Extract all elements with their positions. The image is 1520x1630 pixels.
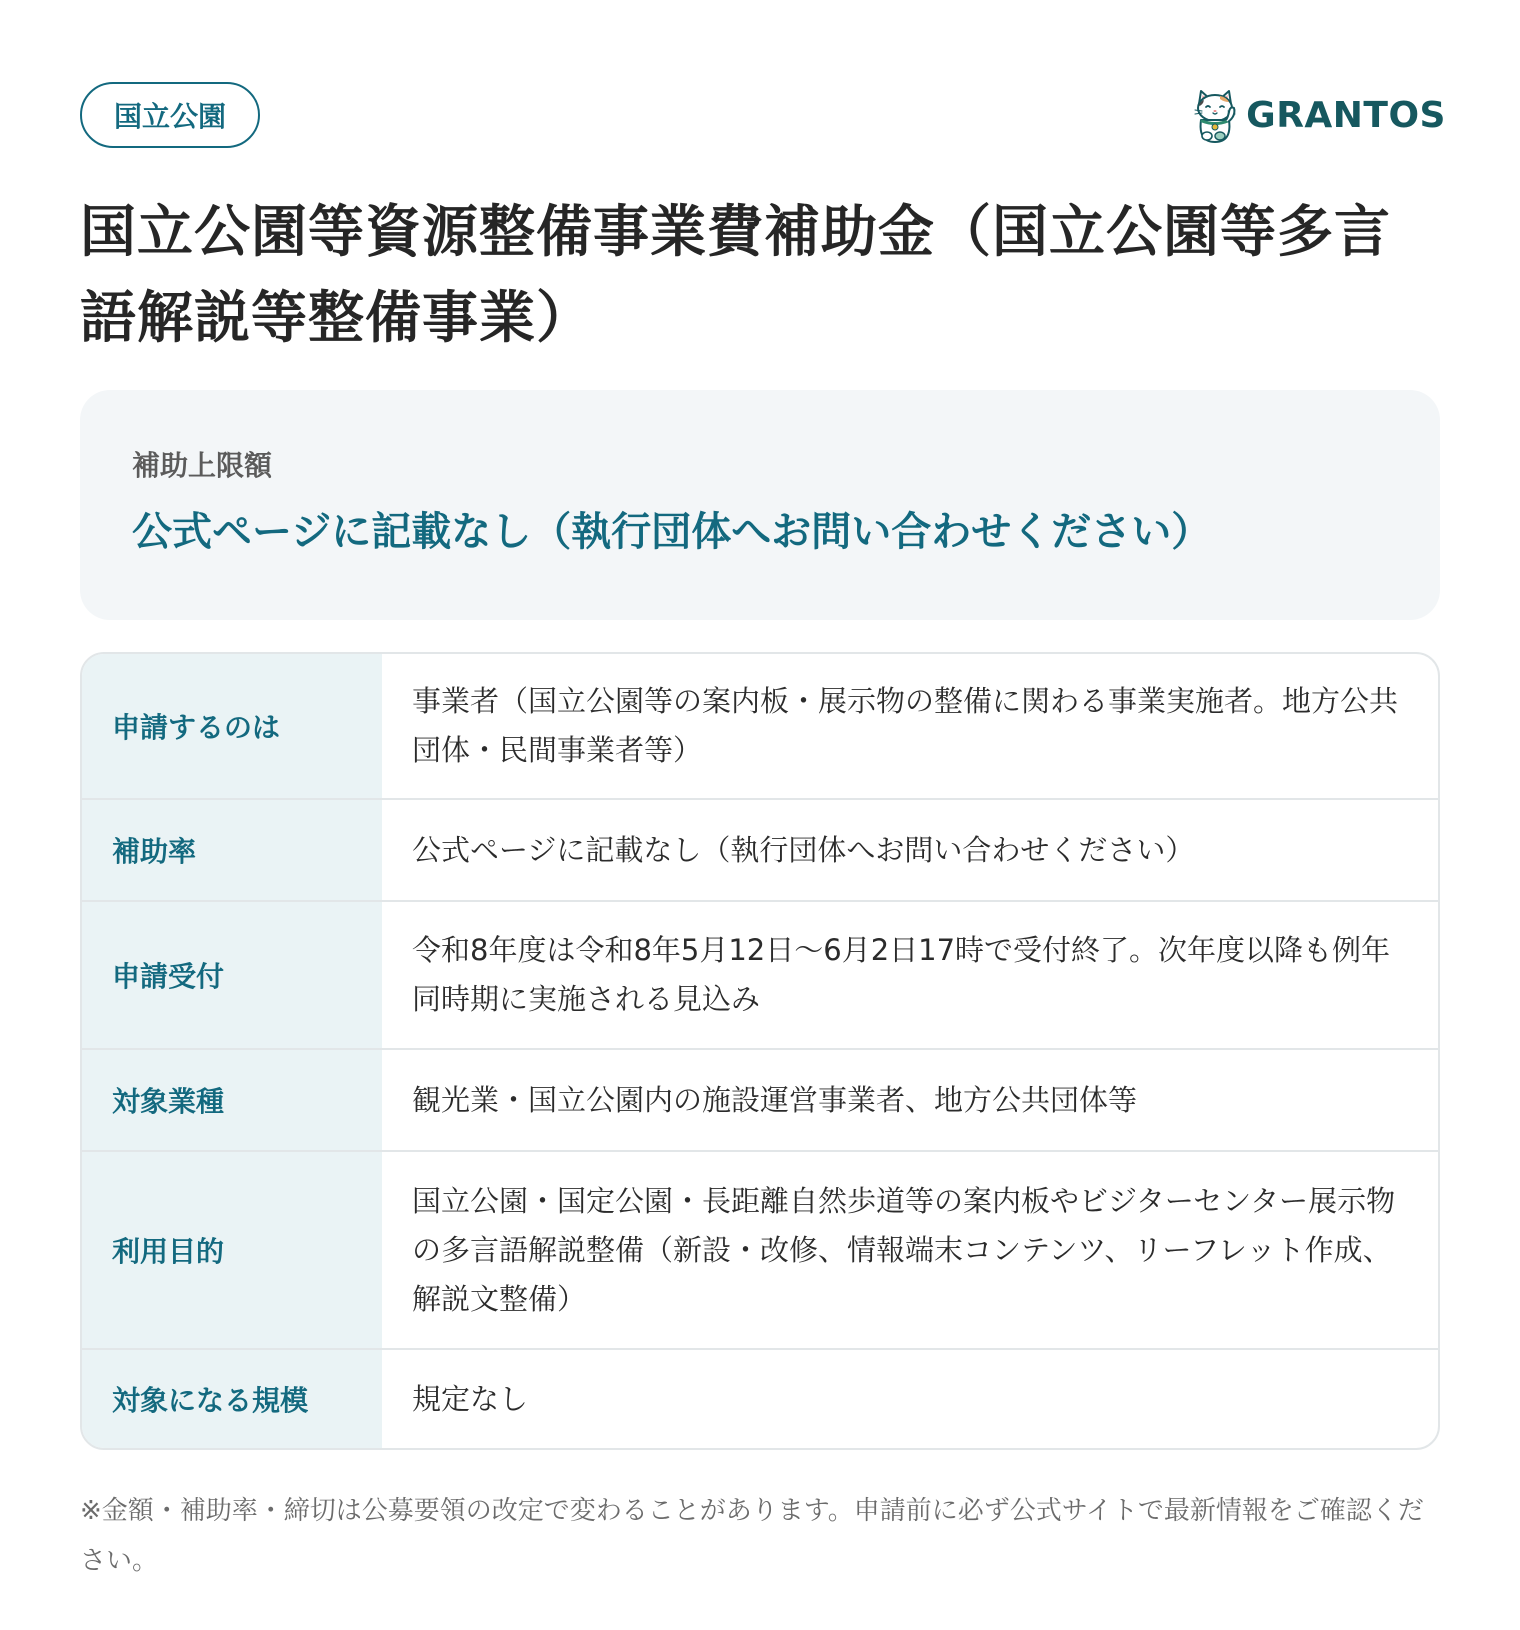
brand-logo[interactable] xyxy=(1190,86,1446,144)
max-amount-box xyxy=(80,390,1440,620)
page-title: 国立公園等資源整備事業費補助金（国立公園等多言語解説等整備事業） xyxy=(80,200,1391,351)
max-amount-value: 公式ページに記載なし（執行団体へお問い合わせください） xyxy=(132,509,1212,555)
row-value-purpose: 国立公園・国定公園・長距離自然歩道等の案内板やビジターセンター展示物の多言語解説整備（新設・改修、情報端末コンテンツ、リーフレット作成、解説文整備） xyxy=(412,1183,1396,1316)
disclaimer-note: ※金額・補助率・締切は公募要領の改定で変わることがあります。申請前に必ず公式サイトで最新情報をご確認ください。 xyxy=(80,1496,1424,1576)
brand-name: GRANTOS xyxy=(1246,94,1446,136)
table-row xyxy=(82,654,1438,798)
table-row xyxy=(82,900,1438,1048)
row-value-applicant: 事業者（国立公園等の案内板・展示物の整備に関わる事業実施者。地方公共団体・民間事業者等） xyxy=(412,684,1399,767)
row-label-scale: 対象になる規模 xyxy=(82,1350,382,1448)
row-value-scale: 規定なし xyxy=(412,1381,529,1416)
grant-summary-card xyxy=(80,80,1446,1586)
max-amount-label: 補助上限額 xyxy=(132,449,273,482)
table-row xyxy=(82,1348,1438,1448)
row-label-applicant: 申請するのは xyxy=(82,654,382,798)
row-label-purpose: 利用目的 xyxy=(82,1152,382,1348)
row-value-application-period: 令和8年度は令和8年5月12日〜6月2日17時で受付終了。次年度以降も例年同時期に実施される見込み xyxy=(412,933,1391,1016)
table-row xyxy=(82,1048,1438,1150)
table-row xyxy=(82,798,1438,900)
row-label-subsidy-rate: 補助率 xyxy=(82,800,382,900)
lucky-cat-icon xyxy=(1190,86,1240,144)
info-table xyxy=(80,652,1440,1450)
row-value-industry: 観光業・国立公園内の施設運営事業者、地方公共団体等 xyxy=(412,1082,1138,1117)
row-value-subsidy-rate: 公式ページに記載なし（執行団体へお問い合わせください） xyxy=(412,832,1195,867)
top-bar xyxy=(80,80,1446,150)
row-label-industry: 対象業種 xyxy=(82,1050,382,1150)
category-tag[interactable]: 国立公園 xyxy=(80,82,260,148)
row-label-application-period: 申請受付 xyxy=(82,902,382,1048)
table-row xyxy=(82,1150,1438,1348)
